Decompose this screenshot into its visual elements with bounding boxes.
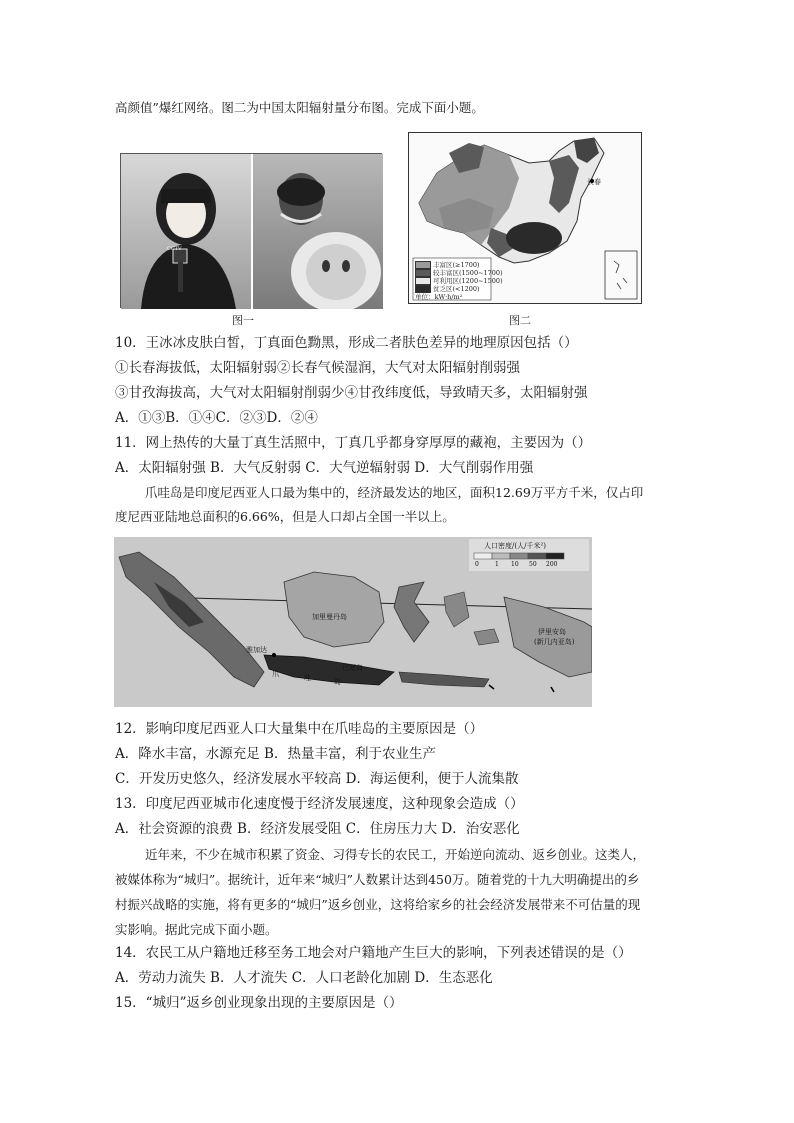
legend-item-rich: 丰富区(≥1700) <box>415 260 480 269</box>
kalimantan-label: 加里曼丹岛 <box>312 613 347 621</box>
irian-label-2: (新几内亚岛) <box>534 638 575 646</box>
legend-item-usable: 可利用区(1200~1500) <box>415 276 503 285</box>
density-tick-10: 10 <box>511 561 519 568</box>
java-label-2: 哇 <box>304 674 311 682</box>
density-tick-200: 200 <box>546 561 558 568</box>
intro-text: 高颜值”爆红网络。图二为中国太阳辐射量分布图。完成下面小题。 <box>115 100 484 115</box>
q11-options: A．太阳辐射强 B．大气反射弱 C．大气逆辐射弱 D．大气削弱作用强 <box>115 460 534 476</box>
density-tick-1: 1 <box>495 561 499 568</box>
passage2-line2: 度尼西亚陆地总面积的6.66%，但是人口却占全国一半以上。 <box>115 509 455 524</box>
legend-item-fairly-rich: 较丰富区(1500~1700) <box>415 268 503 277</box>
density-legend-title: 人口密度/(人/千米²) <box>484 542 546 550</box>
bali-label: 巴厘岛 <box>342 664 363 672</box>
legend-unit: 单位：kW·h/m² <box>415 293 463 301</box>
q14-options: A．劳动力流失 B．人才流失 C．人口老龄化加剧 D．生态恶化 <box>115 970 493 986</box>
q10-line2: ③甘孜海拔高，大气对太阳辐射削弱少④甘孜纬度低，导致晴天多，太阳辐射强 <box>115 385 588 401</box>
figure1-photos <box>120 153 382 308</box>
indonesia-map <box>114 537 592 707</box>
java-label-3: 岛 <box>334 678 341 686</box>
changchun-label: 长春 <box>587 178 601 186</box>
q12-stem: 12．影响印度尼西亚人口大量集中在爪哇岛的主要原因是（） <box>115 721 484 737</box>
q14-stem: 14．农民工从户籍地迁移至务工地会对户籍地产生巨大的影响，下列表述错误的是（） <box>115 945 632 961</box>
passage3-line4: 实影响。据此完成下面小题。 <box>115 922 278 937</box>
indonesia-map-svg <box>114 537 592 707</box>
q13-stem: 13．印度尼西亚城市化速度慢于经济发展速度，这种现象会造成（） <box>115 796 524 812</box>
passage3-line3: 村振兴战略的实施，将有更多的“城归”返乡创业，这将给家乡的社会经济发展带来不可估量的现 <box>115 897 641 912</box>
figure2-map <box>408 132 642 304</box>
passage2-line1: 爪哇岛是印度尼西亚人口最为集中的，经济最发达的地区，面积12.69万平方千米，仅占印 <box>145 485 644 500</box>
q11-stem: 11．网上热传的大量丁真生活照中，丁真几乎都身穿厚厚的藏袍，主要因为（） <box>115 435 592 451</box>
q12-options-1: A．降水丰富，水源充足 B．热量丰富，利于农业生产 <box>115 746 436 762</box>
mic-logo: CCTV <box>167 246 182 252</box>
q12-options-2: C．开发历史悠久，经济发展水平较高 D．海运便利，便于人流集散 <box>115 771 519 787</box>
java-label-1: 爪 <box>272 670 279 678</box>
irian-label: 伊里安岛 <box>538 628 566 636</box>
passage3-line1: 近年来，不少在城市积累了资金、习得专长的农民工，开始逆向流动、返乡创业。这类人， <box>145 847 646 862</box>
q15-stem: 15．“城归”返乡创业现象出现的主要原因是（） <box>115 995 403 1011</box>
density-tick-0: 0 <box>475 561 479 568</box>
figure1-photo-svg <box>121 154 383 309</box>
density-tick-50: 50 <box>529 561 537 568</box>
q10-line1: ①长春海拔低，太阳辐射弱②长春气候湿润，大气对太阳辐射削弱强 <box>115 360 520 376</box>
q13-options: A．社会资源的浪费 B．经济发展受阻 C．住房压力大 D．治安恶化 <box>115 821 520 837</box>
figure1-caption: 图一 <box>232 314 254 327</box>
passage3-line2: 被媒体称为“城归”。据统计，近年来“城归”人数累计达到450万。随着党的十九大明确提出的乡 <box>115 872 640 887</box>
q10-stem: 10．王冰冰皮肤白皙，丁真面色黝黑，形成二者肤色差异的地理原因包括（） <box>115 335 578 351</box>
q10-options: A．①③B．①④C．②③D．②④ <box>115 410 318 426</box>
figure2-caption: 图二 <box>509 314 531 327</box>
legend-item-poor: 贫乏区(<1200) <box>415 284 480 293</box>
jakarta-label: 雅加达 <box>246 646 267 654</box>
